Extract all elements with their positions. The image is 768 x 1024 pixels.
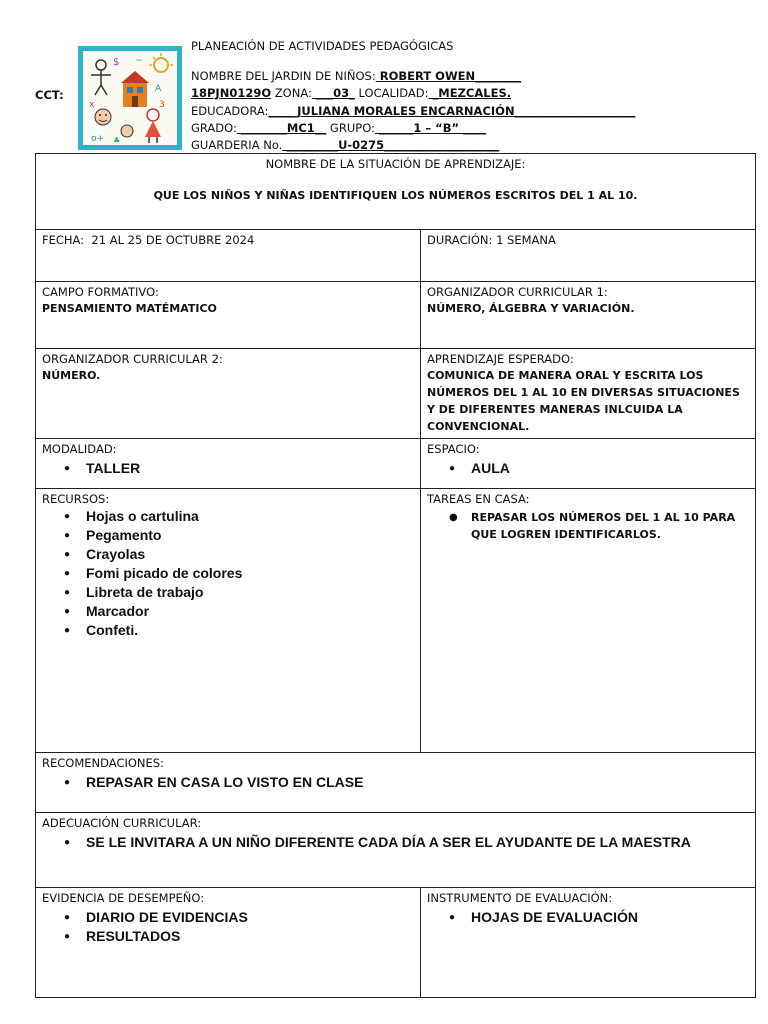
espacio-list	[427, 459, 749, 478]
campo-label: CAMPO FORMATIVO:	[42, 285, 159, 299]
grado-grupo-line: GRADO: ________MC1__ GRUPO: ______1 – “B” ____	[191, 121, 487, 135]
cct-label: CCT:	[35, 88, 64, 102]
svg-text:3: 3	[159, 100, 165, 110]
kindergarten-drawing-icon	[83, 51, 177, 145]
planning-table	[35, 153, 756, 998]
campo-value: PENSAMIENTO MATÉMATICO	[42, 302, 217, 315]
list-item: ● Fomi picado de colores	[86, 564, 414, 583]
svg-text:o+: o+	[91, 134, 105, 144]
school-logo	[78, 46, 182, 150]
aprendizaje-cell	[421, 349, 756, 439]
recomendaciones-list	[42, 773, 749, 792]
tareas-cell	[421, 489, 756, 753]
list-item: ● HOJAS DE EVALUACIÓN	[471, 908, 749, 927]
list-item: ● Marcador	[86, 602, 414, 621]
espacio-label: ESPACIO:	[427, 442, 480, 456]
guarderia-line: GUARDERIA No. _________U-0275____________________	[191, 138, 500, 152]
duracion-value: 1 SEMANA	[496, 233, 556, 247]
situacion-value: QUE LOS NIÑOS Y NIÑAS IDENTIFIQUEN LOS NÚMEROS ESCRITOS DEL 1 AL 10.	[153, 189, 638, 202]
aprendizaje-label: APRENDIZAJE ESPERADO:	[427, 352, 574, 366]
fecha-value: 21 AL 25 DE OCTUBRE 2024	[91, 233, 255, 247]
list-item: ● Confeti.	[86, 621, 414, 640]
recursos-cell	[36, 489, 421, 753]
adecuacion-list	[42, 833, 749, 852]
recursos-label: RECURSOS:	[42, 492, 110, 506]
instrumento-cell	[421, 888, 756, 998]
organizador2-label: ORGANIZADOR CURRICULAR 2:	[42, 352, 223, 366]
recursos-row	[36, 489, 756, 753]
adecuacion-cell	[36, 813, 756, 888]
list-item: ● RESULTADOS	[86, 927, 414, 946]
svg-text:x: x	[89, 100, 95, 110]
instrumento-label: INSTRUMENTO DE EVALUACIÓN:	[427, 891, 613, 905]
duracion-label: DURACIÓN:	[427, 233, 493, 247]
clave-zona-localidad-line: 18PJN0129O ZONA: ___03_ LOCALIDAD: _MEZCALES.	[191, 86, 512, 100]
organizador1-label: ORGANIZADOR CURRICULAR 1:	[427, 285, 608, 299]
modalidad-list	[42, 459, 414, 478]
duracion-cell	[421, 230, 756, 282]
organizador1-cell	[421, 282, 756, 349]
recomendaciones-row	[36, 753, 756, 813]
organizador1-value: NÚMERO, ÁLGEBRA Y VARIACIÓN.	[427, 302, 635, 315]
document-title: PLANEACIÓN DE ACTIVIDADES PEDAGÓGICAS	[191, 39, 454, 53]
instrumento-list	[427, 908, 749, 927]
list-item: ● TALLER	[86, 459, 414, 478]
fecha-label: FECHA:	[42, 233, 85, 247]
list-item: ● AULA	[471, 459, 749, 478]
modalidad-row	[36, 439, 756, 489]
evidencia-row	[36, 888, 756, 998]
organizador2-value: NÚMERO.	[42, 369, 101, 382]
evidencia-cell	[36, 888, 421, 998]
tareas-label: TAREAS EN CASA:	[427, 492, 530, 506]
svg-text:$: $	[113, 57, 120, 68]
list-item: ● DIARIO DE EVIDENCIAS	[86, 908, 414, 927]
espacio-cell	[421, 439, 756, 489]
modalidad-label: MODALIDAD:	[42, 442, 117, 456]
adecuacion-label: ADECUACIÓN CURRICULAR:	[42, 816, 202, 830]
jardin-line: NOMBRE DEL JARDIN DE NIÑOS: ROBERT OWEN________	[191, 69, 522, 83]
situacion-label: NOMBRE DE LA SITUACIÓN DE APRENDIZAJE:	[265, 157, 526, 171]
fecha-cell	[36, 230, 421, 282]
list-item: ● Pegamento	[86, 526, 414, 545]
list-item: ● Libreta de trabajo	[86, 583, 414, 602]
recomendaciones-cell	[36, 753, 756, 813]
list-item: ● REPASAR EN CASA LO VISTO EN CLASE	[86, 773, 749, 792]
list-item: ● Crayolas	[86, 545, 414, 564]
svg-text:A: A	[155, 84, 162, 94]
campo-cell	[36, 282, 421, 349]
fecha-row	[36, 230, 756, 282]
adecuacion-row	[36, 813, 756, 888]
situacion-cell	[36, 154, 756, 230]
list-item: ● REPASAR LOS NÚMEROS DEL 1 AL 10 PARA QUE LOGREN IDENTIFICARLOS.	[471, 509, 749, 543]
aprendizaje-value: COMUNICA DE MANERA ORAL Y ESCRITA LOS NÚMEROS DEL 1 AL 10 EN DIVERSAS SITUACIONES Y DE DIFERENTES MANERAS INLCUIDA LA CONVENCIONAL.	[427, 369, 740, 433]
tareas-list	[427, 509, 749, 543]
evidencia-list	[42, 908, 414, 946]
list-item: ● Hojas o cartulina	[86, 507, 414, 526]
organizador2-cell	[36, 349, 421, 439]
evidencia-label: EVIDENCIA DE DESEMPEÑO:	[42, 891, 205, 905]
situacion-row	[36, 154, 756, 230]
campo-row	[36, 282, 756, 349]
recomendaciones-label: RECOMENDACIONES:	[42, 756, 164, 770]
list-item: ● SE LE INVITARA A UN NIÑO DIFERENTE CADA DÍA A SER EL AYUDANTE DE LA MAESTRA	[86, 833, 749, 852]
svg-text:~: ~	[135, 56, 143, 66]
recursos-list	[42, 507, 414, 640]
svg-text:♣: ♣	[113, 136, 121, 145]
educadora-line: EDUCADORA:_____JULIANA MORALES ENCARNACIÓN_____________________	[191, 104, 636, 118]
children-drawing-image	[83, 51, 177, 145]
organizador2-row	[36, 349, 756, 439]
modalidad-cell	[36, 439, 421, 489]
